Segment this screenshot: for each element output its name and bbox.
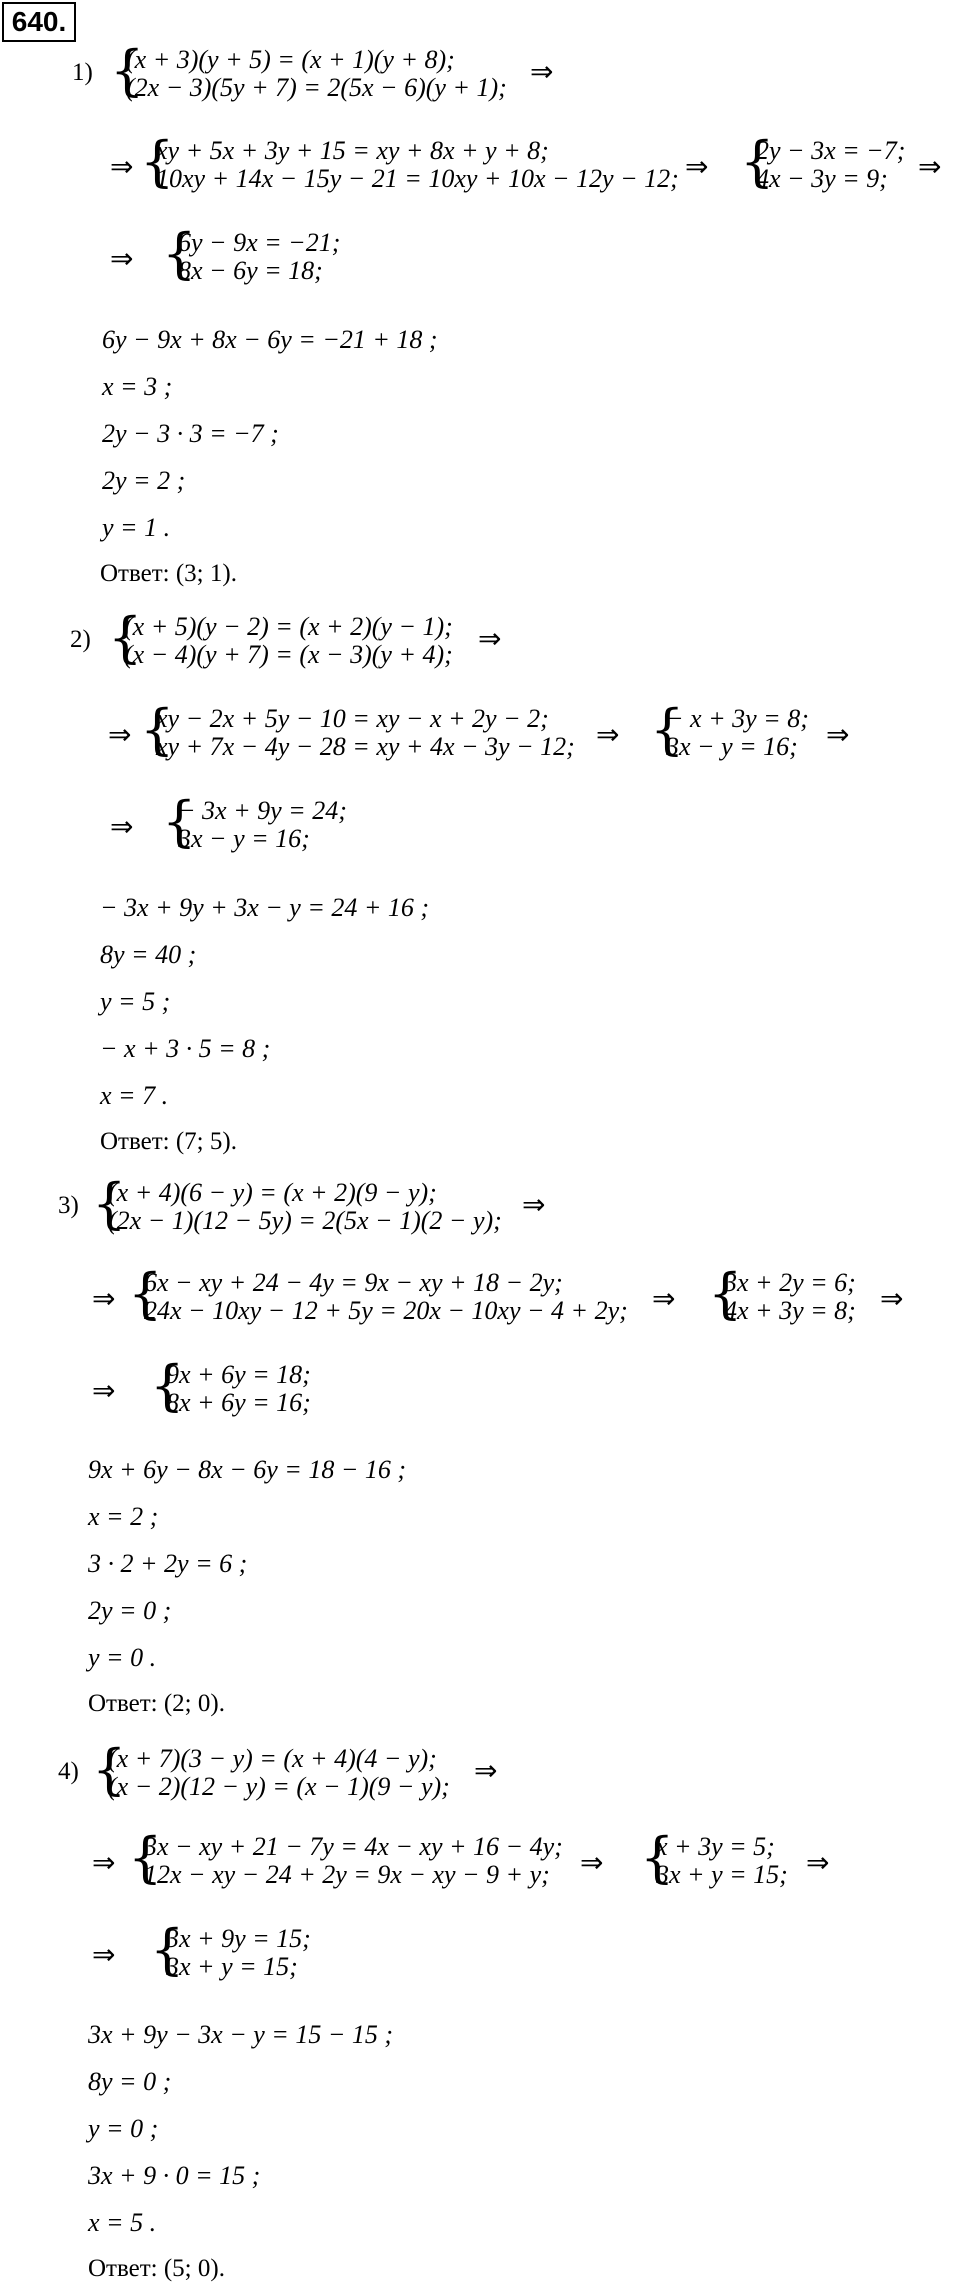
system-equation: 12x − xy − 24 + 2y = 9x − xy − 9 + y; — [144, 1860, 550, 1889]
problem-number: 640. — [2, 2, 76, 42]
system-equation: 10xy + 14x − 15y − 21 = 10xy + 10x − 12y − 12; — [156, 164, 679, 193]
problem-label: 1) — [72, 59, 93, 86]
system-brace: { — [140, 130, 175, 193]
system-brace: { — [162, 790, 197, 853]
system-brace: { — [708, 1262, 743, 1325]
implies-arrow: ⇒ — [685, 150, 709, 183]
solution-step: − 3x + 9y + 3x − y = 24 + 16 ; — [100, 893, 430, 922]
system-equation: 6y − 9x = −21; — [178, 228, 341, 257]
implies-arrow: ⇒ — [108, 718, 132, 751]
system-equation: 3x + 2y = 6; — [724, 1268, 856, 1297]
solution-step: 3x + 9 · 0 = 15 ; — [88, 2161, 261, 2190]
implies-arrow: ⇒ — [596, 718, 620, 751]
system-equation: (x − 2)(12 − y) = (x − 1)(9 − y); — [108, 1772, 450, 1801]
system-equation: 3x − y = 16; — [666, 732, 798, 761]
solution-step: x = 2 ; — [88, 1502, 159, 1531]
system-equation: xy − 2x + 5y − 10 = xy − x + 2y − 2; — [156, 704, 549, 733]
answer: Ответ: (7; 5). — [100, 1128, 237, 1155]
system-equation: 24x − 10xy − 12 + 5y = 20x − 10xy − 4 + 2y; — [144, 1296, 628, 1325]
answer: Ответ: (2; 0). — [88, 1690, 225, 1717]
system-equation: 3x + 9y = 15; — [166, 1924, 311, 1953]
system-brace: { — [92, 1738, 127, 1801]
problem-label: 2) — [70, 626, 91, 653]
system-equation: 9x + 6y = 18; — [166, 1360, 311, 1389]
system-equation: (x + 3)(y + 5) = (x + 1)(y + 8); — [126, 45, 455, 74]
system-brace: { — [108, 606, 143, 669]
solution-step: 2y = 2 ; — [102, 466, 186, 495]
implies-arrow: ⇒ — [92, 1938, 116, 1971]
implies-arrow: ⇒ — [92, 1374, 116, 1407]
implies-arrow: ⇒ — [110, 150, 134, 183]
solution-step: 3x + 9y − 3x − y = 15 − 15 ; — [88, 2020, 394, 2049]
system-equation: (2x − 1)(12 − 5y) = 2(5x − 1)(2 − y); — [108, 1206, 502, 1235]
solution-step: 6y − 9x + 8x − 6y = −21 + 18 ; — [102, 325, 438, 354]
problem-label: 3) — [58, 1192, 79, 1219]
system-equation: 4x − 3y = 9; — [756, 164, 888, 193]
implies-arrow: ⇒ — [826, 718, 850, 751]
system-brace: { — [110, 39, 145, 102]
implies-arrow: ⇒ — [652, 1282, 676, 1315]
solution-step: x = 7 . — [100, 1081, 169, 1110]
system-equation: 8x + 6y = 16; — [166, 1388, 311, 1417]
implies-arrow: ⇒ — [92, 1282, 116, 1315]
system-equation: − 3x + 9y = 24; — [178, 796, 347, 825]
solution-step: 9x + 6y − 8x − 6y = 18 − 16 ; — [88, 1455, 407, 1484]
system-equation: 3x + y = 15; — [656, 1860, 788, 1889]
implies-arrow: ⇒ — [110, 242, 134, 275]
implies-arrow: ⇒ — [806, 1846, 830, 1879]
system-equation: (x − 4)(y + 7) = (x − 3)(y + 4); — [124, 640, 453, 669]
system-equation: (x + 4)(6 − y) = (x + 2)(9 − y); — [108, 1178, 437, 1207]
answer: Ответ: (5; 0). — [88, 2255, 225, 2282]
solution-step: 3 · 2 + 2y = 6 ; — [88, 1549, 248, 1578]
system-equation: (x + 5)(y − 2) = (x + 2)(y − 1); — [124, 612, 453, 641]
solution-step: y = 0 ; — [88, 2114, 159, 2143]
implies-arrow: ⇒ — [580, 1846, 604, 1879]
implies-arrow: ⇒ — [918, 150, 942, 183]
system-equation: 4x + 3y = 8; — [724, 1296, 856, 1325]
solution-step: y = 0 . — [88, 1643, 157, 1672]
system-brace: { — [162, 222, 197, 285]
system-equation: 8x − 6y = 18; — [178, 256, 323, 285]
implies-arrow: ⇒ — [880, 1282, 904, 1315]
system-brace: { — [150, 1918, 185, 1981]
system-brace: { — [92, 1172, 127, 1235]
solution-step: 2y = 0 ; — [88, 1596, 172, 1625]
system-brace: { — [650, 698, 685, 761]
system-equation: (x + 7)(3 − y) = (x + 4)(4 − y); — [108, 1744, 437, 1773]
system-equation: 3x − y = 16; — [178, 824, 310, 853]
system-equation: 3x + y = 15; — [166, 1952, 298, 1981]
problem-label: 4) — [58, 1758, 79, 1785]
system-equation: 3x − xy + 21 − 7y = 4x − xy + 16 − 4y; — [144, 1832, 563, 1861]
system-brace: { — [740, 130, 775, 193]
system-equation: 2y − 3x = −7; — [756, 136, 906, 165]
implies-arrow: ⇒ — [478, 622, 502, 655]
system-brace: { — [128, 1262, 163, 1325]
system-equation: 6x − xy + 24 − 4y = 9x − xy + 18 − 2y; — [144, 1268, 563, 1297]
implies-arrow: ⇒ — [530, 55, 554, 88]
solution-step: y = 5 ; — [100, 987, 171, 1016]
implies-arrow: ⇒ — [474, 1754, 498, 1787]
solution-step: 8y = 40 ; — [100, 940, 197, 969]
answer: Ответ: (3; 1). — [100, 560, 237, 587]
system-equation: − x + 3y = 8; — [666, 704, 809, 733]
system-equation: xy + 5x + 3y + 15 = xy + 8x + y + 8; — [156, 136, 549, 165]
system-brace: { — [150, 1354, 185, 1417]
solution-step: x = 5 . — [88, 2208, 157, 2237]
implies-arrow: ⇒ — [92, 1846, 116, 1879]
system-brace: { — [128, 1826, 163, 1889]
implies-arrow: ⇒ — [110, 810, 134, 843]
solution-step: y = 1 . — [102, 513, 171, 542]
solution-step: x = 3 ; — [102, 372, 173, 401]
system-equation: x + 3y = 5; — [656, 1832, 775, 1861]
system-equation: xy + 7x − 4y − 28 = xy + 4x − 3y − 12; — [156, 732, 575, 761]
implies-arrow: ⇒ — [522, 1188, 546, 1221]
system-brace: { — [140, 698, 175, 761]
solution-step: 2y − 3 · 3 = −7 ; — [102, 419, 279, 448]
system-equation: (2x − 3)(5y + 7) = 2(5x − 6)(y + 1); — [126, 73, 507, 102]
solution-step: 8y = 0 ; — [88, 2067, 172, 2096]
solution-step: − x + 3 · 5 = 8 ; — [100, 1034, 271, 1063]
system-brace: { — [640, 1826, 675, 1889]
